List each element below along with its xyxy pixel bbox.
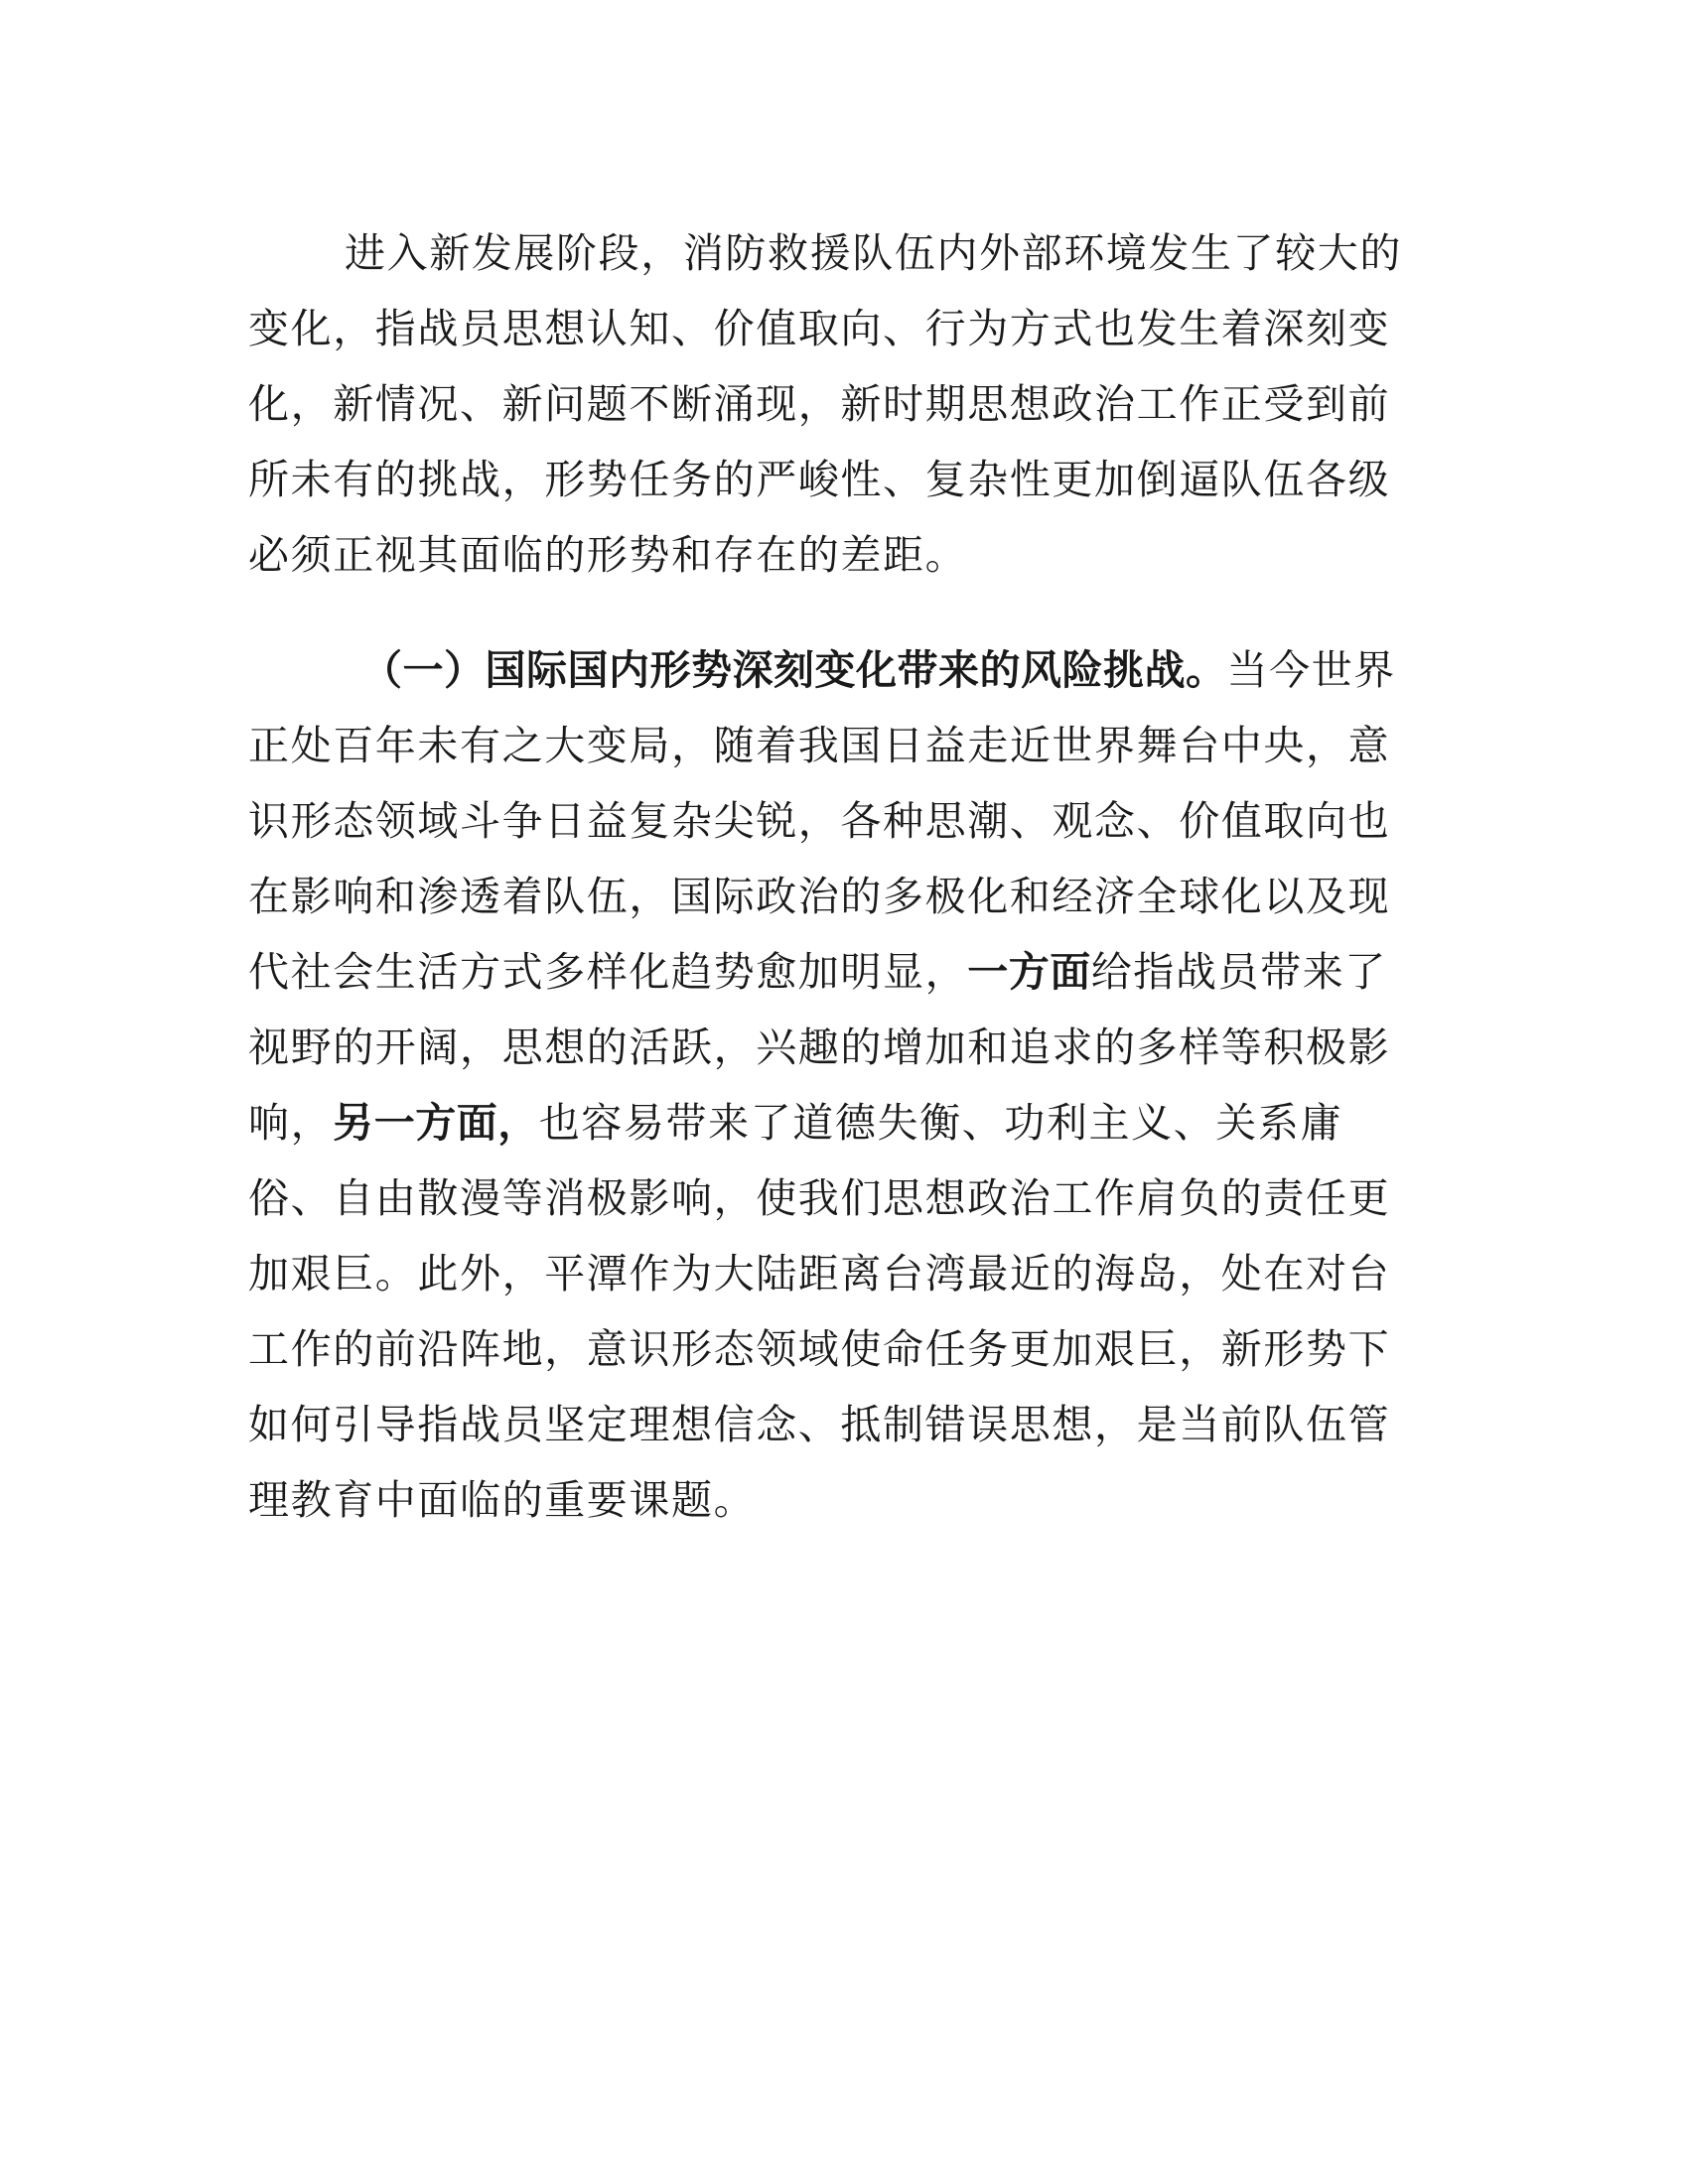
emphasis-other-side: 另一方面， bbox=[333, 1099, 539, 1147]
paragraph2-line-12: 理教育中面临的重要课题。 bbox=[248, 1476, 757, 1524]
section-heading: （一）国际国内形势深刻变化带来的风险挑战。 bbox=[361, 646, 1227, 694]
paragraph2-line-7-post: 也容易带来了道德失衡、功利主义、关系庸 bbox=[538, 1099, 1343, 1147]
paragraph1-line-4: 所未有的挑战，形势任务的严峻性、复杂性更加倒逼队伍各级 bbox=[248, 456, 1391, 503]
paragraph2-line-5 bbox=[248, 947, 1387, 997]
paragraph2-line-11: 如何引导指战员坚定理想信念、抵制错误思想，是当前队伍管 bbox=[248, 1401, 1391, 1448]
paragraph1-line-5: 必须正视其面临的形势和存在的差距。 bbox=[248, 531, 968, 579]
emphasis-one-side: 一方面 bbox=[967, 948, 1091, 996]
paragraph2-line-4: 在影响和渗透着队伍，国际政治的多极化和经济全球化以及现 bbox=[248, 873, 1391, 920]
paragraph2-line-7 bbox=[248, 1098, 1342, 1148]
paragraph2-line-7-pre: 响， bbox=[248, 1099, 334, 1147]
paragraph2-line-6: 视野的开阔，思想的活跃，兴趣的增加和追求的多样等积极影 bbox=[248, 1024, 1391, 1071]
paragraph2-line-8: 俗、自由散漫等消极影响，使我们思想政治工作肩负的责任更 bbox=[248, 1174, 1391, 1222]
paragraph2-line-10: 工作的前沿阵地，意识形态领域使命任务更加艰巨，新形势下 bbox=[248, 1325, 1391, 1373]
paragraph1-line-2: 变化，指战员思想认知、价值取向、行为方式也发生着深刻变 bbox=[248, 305, 1391, 352]
paragraph2-line-2: 正处百年未有之大变局，随着我国日益走近世界舞台中央，意 bbox=[248, 722, 1391, 769]
paragraph2-line-1-tail: 当今世界 bbox=[1226, 646, 1396, 694]
paragraph2-line-9: 加艰巨。此外，平潭作为大陆距离台湾最近的海岛，处在对台 bbox=[248, 1250, 1391, 1297]
paragraph1-line-1: 进入新发展阶段，消防救援队伍内外部环境发生了较大的 bbox=[345, 229, 1402, 277]
paragraph1-line-3: 化，新情况、新问题不断涌现，新时期思想政治工作正受到前 bbox=[248, 380, 1391, 428]
paragraph2-line-3: 识形态领域斗争日益复杂尖锐，各种思潮、观念、价值取向也 bbox=[248, 797, 1391, 845]
paragraph2-line-1 bbox=[361, 645, 1396, 695]
paragraph2-line-5-pre: 代社会生活方式多样化趋势愈加明显， bbox=[248, 948, 968, 996]
paragraph2-line-5-post: 给指战员带来了 bbox=[1090, 948, 1387, 996]
